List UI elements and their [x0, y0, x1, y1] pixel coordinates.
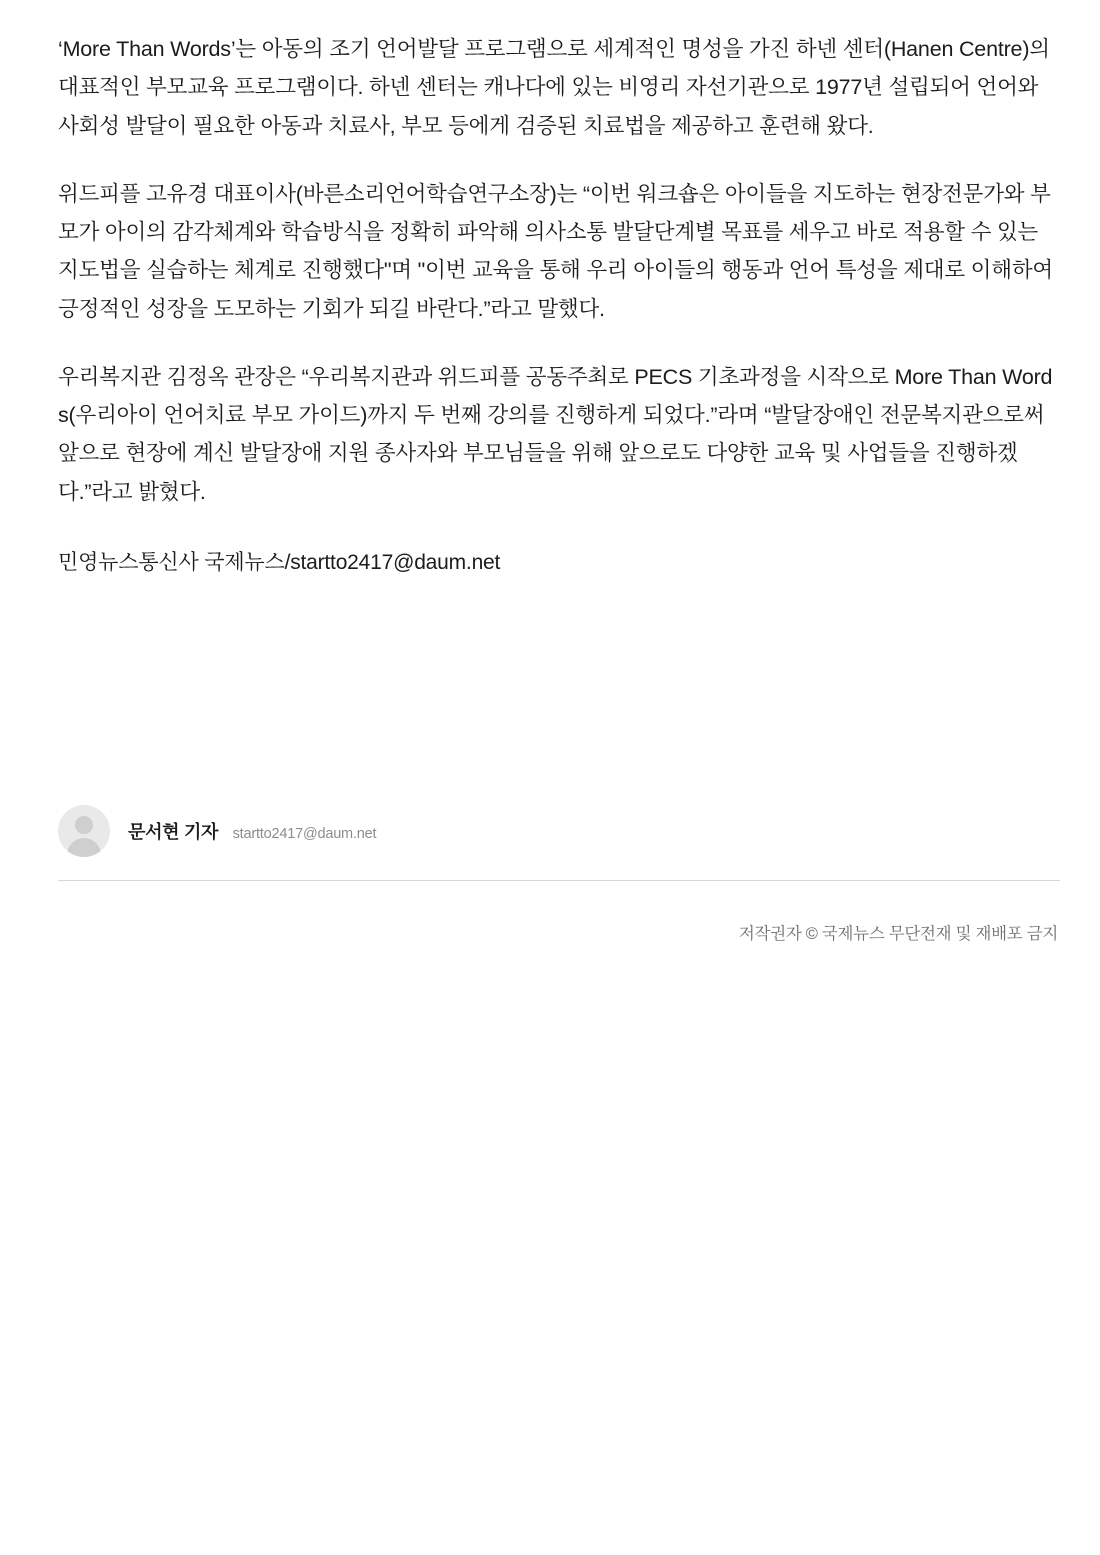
reporter-name[interactable]: 문서현 기자: [128, 822, 219, 842]
article-paragraph-2: 위드피플 고유경 대표이사(바른소리언어학습연구소장)는 “이번 워크숍은 아이들을 지도하는 현장전문가와 부모가 아이의 감각체계와 학습방식을 정확히 파악해 의사소통 발달단계별 목표를 세우고 바로 적용할 수 있는 지도법을 실습하는 체계로 진행했다"며 "이번 교육을 통해 우리 아이들의 행동과 언어 특성을 제대로 이해하여 긍정적인 성장을 도모하는 기회가 되길 바란다.”라고 말했다.: [58, 181, 1053, 321]
footer-divider: [58, 880, 1060, 881]
reporter-email[interactable]: startto2417@daum.net: [232, 826, 377, 842]
article-paragraph-3: 우리복지관 김정옥 관장은 “우리복지관과 위드피플 공동주최로 PECS 기초과정을 시작으로 More Than Words(우리아이 언어치료 부모 가이드)까지 두 번째 강의를 진행하게 되었다.”라며 “발달장애인 전문복지관으로써 앞으로 현장에 계신 발달장애 지원 종사자와 부모님들을 위해 앞으로도 다양한 교육 및 사업들을 진행하겠다.”라고 밝혔다.: [58, 364, 1053, 504]
reporter-info: [128, 818, 376, 844]
user-avatar-icon: [58, 805, 110, 857]
article-credit-line: 민영뉴스통신사 국제뉴스/startto2417@daum.net: [58, 550, 501, 574]
article-paragraph-1: ‘More Than Words’는 아동의 조기 언어발달 프로그램으로 세계적인 명성을 가진 하넨 센터(Hanen Centre)의 대표적인 부모교육 프로그램이다. 하넨 센터는 캐나다에 있는 비영리 자선기관으로 1977년 설립되어 언어와 사회성 발달이 필요한 아동과 치료사, 부모 등에게 검증된 치료법을 제공하고 훈련해 왔다.: [58, 37, 1050, 138]
reporter-byline[interactable]: [58, 805, 1058, 857]
article-body: [58, 30, 1058, 581]
copyright-notice: 저작권자 © 국제뉴스 무단전재 및 재배포 금지: [738, 925, 1058, 943]
